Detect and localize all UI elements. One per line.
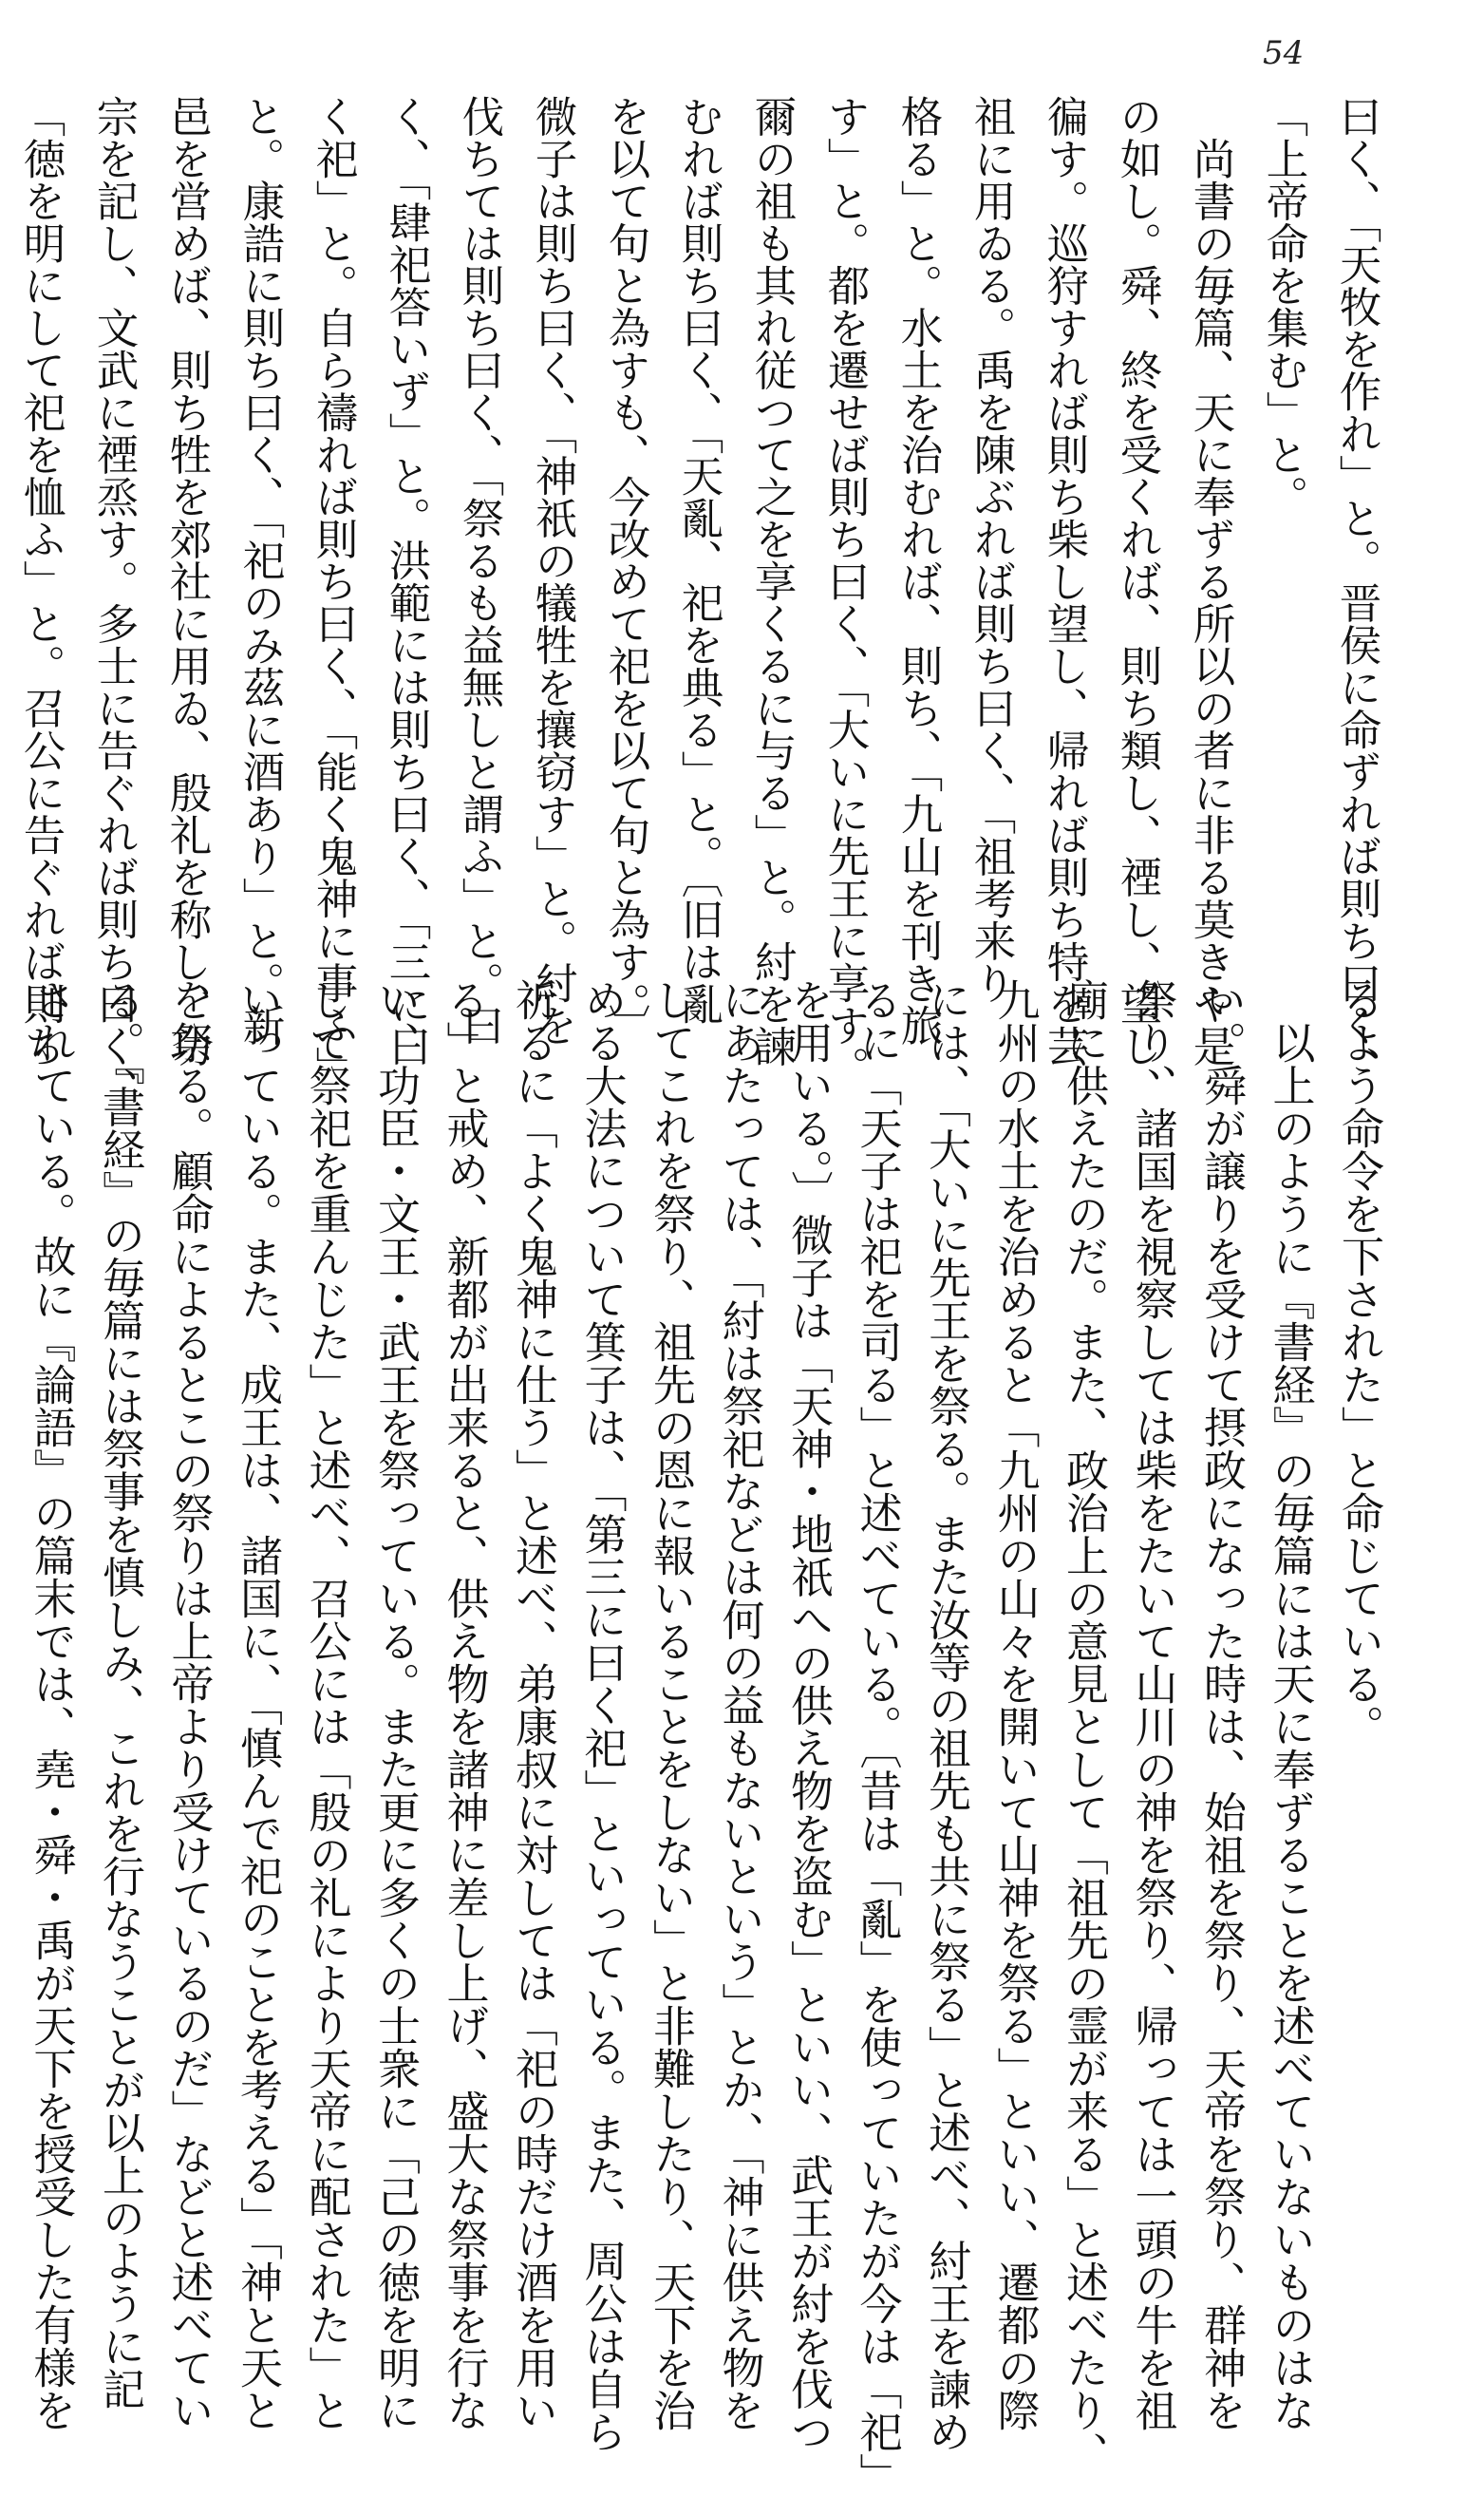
translation-text-line: いっている。また、成王は、諸国に、「慎んで祀のことを考える」「神と天と: [233, 978, 283, 2431]
translation-text-line: されている。故に『論語』の篇末では、堯・舜・禹が天下を授受した有様を: [26, 978, 77, 2431]
classical-text-line: 宗を記し、文武に禋烝す。多士に告ぐれば則ち曰く、: [89, 95, 138, 1109]
page-number: 54: [1263, 34, 1305, 72]
translation-text-line: る」と戒め、新都が出来ると、供え物を諸神に差し上げ、盛大な祭事を行な: [439, 978, 490, 2431]
classical-text-line: 「上帝命を集む」と。: [1259, 95, 1307, 518]
translation-text-line: を祭る。顧命によるとこの祭りは上帝より受けているのだ」などと述べてい: [163, 978, 215, 2431]
classical-text-line: むれば則ち曰く、「天亂、祀を典る」と。〔旧は亂: [674, 95, 723, 1025]
classical-text-line: 曰く、「天牧を作れ」と。晋侯に命ずれば則ち曰く、: [1332, 95, 1381, 1088]
translation-text-line: 祭り、諸国を視察しては柴をたいて山川の神を祭り、帰っては一頭の牛を祖: [1127, 978, 1178, 2431]
translation-text-line: を用いる。〕微子は「天神・地祇への供え物を盗む」といい、武王が紂を伐つ: [783, 978, 834, 2453]
classical-text-line: と。康誥に則ち曰く、「祀のみ茲に酒あり」と。新: [235, 95, 284, 1047]
classical-text-line: 微子は則ち曰く、「神祇の犠牲を攘窃す」と。紂を: [528, 95, 576, 1047]
translation-text-line: にあたっては、「紂は祭祀などは何の益もないという」とか、「神に供え物を: [714, 978, 765, 2431]
translation-text-line: 九州の水土を治めると「九州の山々を開いて山神を祭る」といい、遷都の際: [989, 978, 1041, 2431]
classical-text-line: 伐ちては則ち曰く、「祭るも益無しと謂ふ」と。曰: [455, 95, 503, 1047]
classical-text-line: 「徳を明にして祀を恤ふ」と。召公に告ぐれば則ち: [16, 95, 65, 1068]
classical-text-line: 祖に用ゐる。禹を陳ぶれば則ち曰く、「祖考来り: [967, 95, 1015, 1004]
translation-text-line: 以上のように『書経』の毎篇には天に奉ずることを述べていないものはな: [1265, 978, 1316, 2431]
translation-text-block: [16, 978, 1393, 2496]
classical-text-line: [0, 95, 4, 898]
classical-text-line: く、「肆祀答いず」と。洪範には則ち曰く、「三に曰: [382, 95, 430, 1068]
translation-text-line: い。舜が譲りを受けて摂政になった時は、始祖を祭り、天帝を祭り、群神を: [1196, 978, 1247, 2431]
translation-text-line: して祭祀を重んじた」と述べ、召公には「殷の礼により天帝に配された」と: [301, 978, 352, 2431]
translation-text-line: 祈るに「よく鬼神に仕う」と述べ、弟康叔に対しては「祀の時だけ酒を用い: [508, 978, 558, 2431]
classical-text-line: 爾の祖も其れ従つて之を享くるに与る」と。紂を諫: [747, 95, 796, 1068]
classical-text-line: を以て句と為すも、今改めて祀を以て句と為す。〕: [601, 95, 649, 1047]
translation-text-line: 廟に供えたのだ。また、政治上の意見として「祖先の霊が来る」と述べたり、: [1059, 978, 1109, 2474]
translation-text-line: してこれを祭り、祖先の恩に報いることをしない」と非難したり、天下を治: [646, 978, 696, 2431]
translation-text-line: める大法について箕子は、「第三に曰く祀」といっている。また、周公は自ら: [576, 978, 628, 2453]
classical-text-line: 尚書の毎篇、天に奉ずる所以の者に非る莫きや是: [1186, 95, 1234, 1068]
classical-text-line: 邑を営めば、則ち牲を郊社に用ゐ、殷礼を称し、功: [162, 95, 211, 1068]
translation-text-line: るに「天子は祀を司る」と述べている。〔昔は「亂」を使っていたが今は「祀」: [852, 978, 903, 2496]
classical-text-line: 格る」と。水土を治むれば、則ち、「九山を刊き旅: [893, 95, 942, 1047]
translation-text-line: には、「大いに先王を祭る。また汝等の祖先も共に祭る」と述べ、紂王を諫め: [921, 978, 971, 2453]
classical-text-block: [0, 95, 1393, 1109]
classical-text-line: す」と。都を遷せば則ち曰く、「大いに先王に享す。: [820, 95, 869, 1088]
classical-text-line: の如し。舜、終を受くれば、則ち類し、禋し、望し、: [1113, 95, 1161, 1109]
translation-text-line: るよう命令を下された」と命じている。: [1334, 978, 1384, 1748]
classical-text-line: 徧す。巡狩すれば則ち柴し望し、帰れば則ち特を芸: [1040, 95, 1088, 1068]
classical-text-line: く祀」と。自ら禱れば則ち曰く、「能く鬼神に事ふ」: [309, 95, 357, 1088]
translation-text-line: る。『書経』の毎篇には祭事を慎しみ、これを行なうことが以上のように記: [95, 978, 145, 2411]
translation-text-line: い、功臣・文王・武王を祭っている。また更に多くの士衆に「己の徳を明に: [370, 978, 421, 2431]
